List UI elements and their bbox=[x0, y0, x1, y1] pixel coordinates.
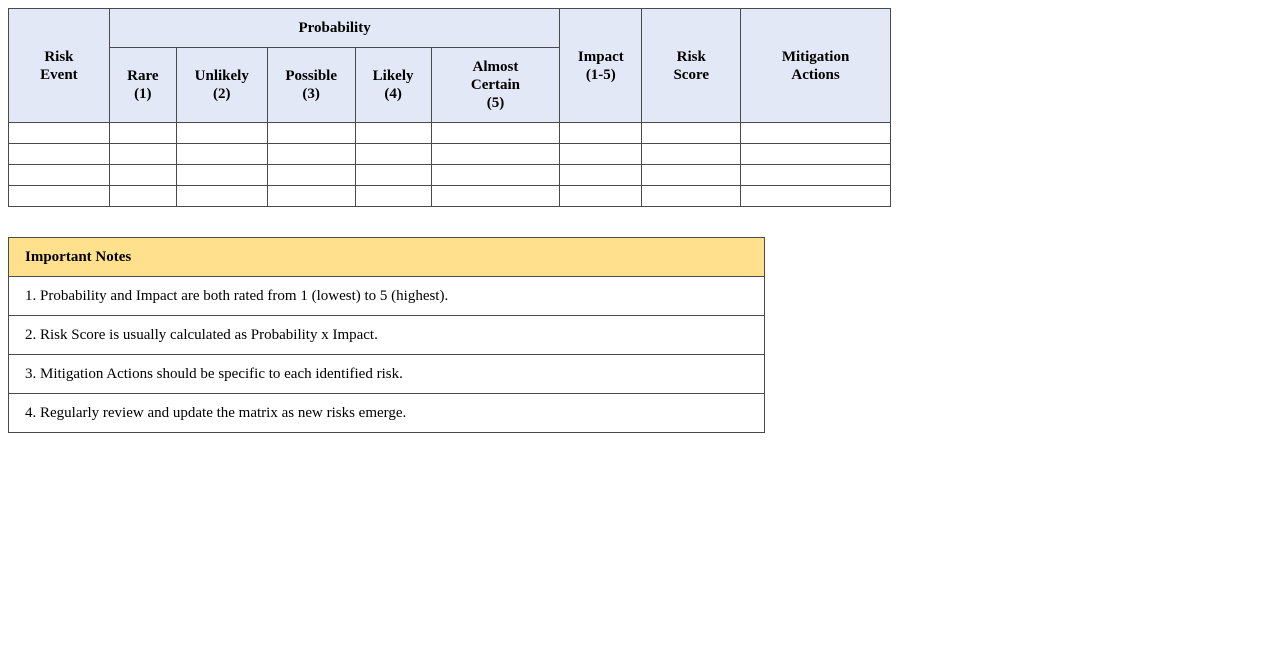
note-row bbox=[9, 277, 765, 316]
note-row bbox=[9, 394, 765, 433]
table-row bbox=[9, 144, 891, 165]
table-cell[interactable] bbox=[267, 165, 355, 186]
impact-header-line1: Impact bbox=[577, 48, 624, 65]
probability-unlikely-header bbox=[176, 48, 267, 123]
table-cell[interactable] bbox=[267, 144, 355, 165]
table-cell[interactable] bbox=[267, 123, 355, 144]
table-cell[interactable] bbox=[642, 123, 741, 144]
table-cell[interactable] bbox=[642, 165, 741, 186]
table-cell[interactable] bbox=[9, 165, 110, 186]
table-cell[interactable] bbox=[355, 123, 431, 144]
table-row bbox=[9, 165, 891, 186]
probability-likely-header bbox=[355, 48, 431, 123]
table-cell[interactable] bbox=[431, 144, 560, 165]
table-cell[interactable] bbox=[560, 144, 642, 165]
table-row bbox=[9, 123, 891, 144]
table-cell[interactable] bbox=[741, 186, 891, 207]
mitigation-actions-header bbox=[741, 9, 891, 123]
probability-level-label-2: Certain bbox=[470, 77, 521, 93]
table-cell[interactable] bbox=[176, 165, 267, 186]
table-cell[interactable] bbox=[431, 123, 560, 144]
probability-almost-certain-header bbox=[431, 48, 560, 123]
table-cell[interactable] bbox=[9, 144, 110, 165]
table-cell[interactable] bbox=[642, 186, 741, 207]
table-cell[interactable] bbox=[741, 165, 891, 186]
table-cell[interactable] bbox=[355, 144, 431, 165]
table-cell[interactable] bbox=[109, 123, 176, 144]
probability-level-value: (3) bbox=[302, 86, 320, 102]
risk-matrix-table bbox=[8, 8, 891, 207]
table-cell[interactable] bbox=[355, 165, 431, 186]
table-cell[interactable] bbox=[267, 186, 355, 207]
important-notes-header: Important Notes bbox=[9, 238, 765, 277]
table-row bbox=[9, 186, 891, 207]
table-cell[interactable] bbox=[355, 186, 431, 207]
table-cell[interactable] bbox=[741, 123, 891, 144]
table-cell[interactable] bbox=[109, 186, 176, 207]
note-item: 1. Probability and Impact are both rated from 1 (lowest) to 5 (highest). bbox=[9, 277, 765, 316]
probability-level-label: Almost bbox=[472, 59, 519, 75]
impact-header bbox=[560, 9, 642, 123]
probability-level-value: (4) bbox=[384, 86, 402, 102]
probability-rare-header bbox=[109, 48, 176, 123]
important-notes-table bbox=[8, 237, 765, 433]
probability-level-label: Likely bbox=[372, 68, 414, 84]
note-item: 4. Regularly review and update the matrix as new risks emerge. bbox=[9, 394, 765, 433]
probability-level-label: Possible bbox=[285, 68, 337, 84]
risk-score-header-line2: Score bbox=[673, 66, 709, 83]
risk-score-header bbox=[642, 9, 741, 123]
impact-header-line2: (1-5) bbox=[585, 66, 616, 83]
table-cell[interactable] bbox=[9, 186, 110, 207]
probability-level-value: (5) bbox=[486, 95, 505, 111]
mitigation-header-line2: Actions bbox=[791, 66, 840, 83]
risk-event-header-line1: Risk bbox=[44, 48, 74, 65]
probability-level-label: Rare bbox=[127, 68, 159, 84]
table-cell[interactable] bbox=[109, 144, 176, 165]
probability-possible-header bbox=[267, 48, 355, 123]
probability-level-value: (2) bbox=[212, 86, 231, 102]
table-cell[interactable] bbox=[9, 123, 110, 144]
probability-level-label: Unlikely bbox=[194, 68, 249, 84]
mitigation-header-line1: Mitigation bbox=[781, 48, 850, 65]
note-row bbox=[9, 316, 765, 355]
table-cell[interactable] bbox=[560, 186, 642, 207]
table-cell[interactable] bbox=[176, 186, 267, 207]
table-cell[interactable] bbox=[642, 144, 741, 165]
risk-event-header bbox=[9, 9, 110, 123]
probability-level-value: (1) bbox=[134, 86, 152, 102]
risk-event-header-line2: Event bbox=[40, 66, 78, 83]
table-cell[interactable] bbox=[176, 123, 267, 144]
table-cell[interactable] bbox=[560, 123, 642, 144]
risk-score-header-line1: Risk bbox=[676, 48, 706, 65]
table-cell[interactable] bbox=[109, 165, 176, 186]
table-cell[interactable] bbox=[176, 144, 267, 165]
table-cell[interactable] bbox=[741, 144, 891, 165]
note-item: 3. Mitigation Actions should be specific to each identified risk. bbox=[9, 355, 765, 394]
note-row bbox=[9, 355, 765, 394]
table-cell[interactable] bbox=[560, 165, 642, 186]
note-item: 2. Risk Score is usually calculated as Probability x Impact. bbox=[9, 316, 765, 355]
table-cell[interactable] bbox=[431, 186, 560, 207]
probability-header: Probability bbox=[109, 9, 560, 48]
table-cell[interactable] bbox=[431, 165, 560, 186]
